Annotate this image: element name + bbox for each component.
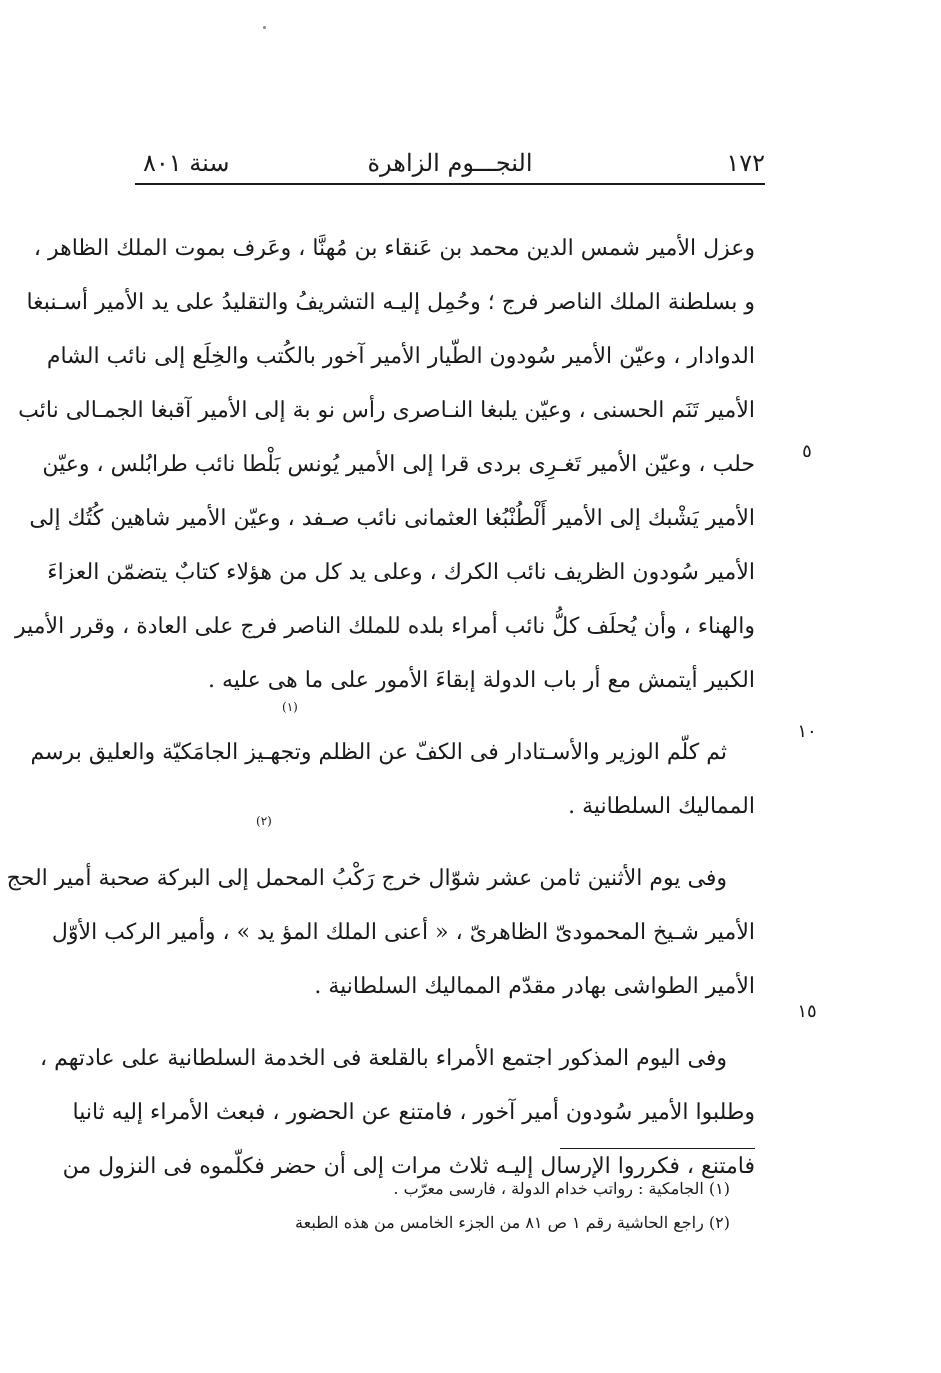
year-label: سنة ٨٠١ <box>143 149 230 177</box>
footnotes <box>295 1172 730 1240</box>
paragraph-4 <box>40 1032 755 1194</box>
text-line: وفى يوم الأثنين ثامن عشر شوّال خرج رَكْبُ المحمل إلى البركة صحبة أمير الحج <box>6 866 727 891</box>
text-line: وعزل الأمير شمس الدين محمد بن عَنقاء بن مُهنَّا ، وعَرف بموت الملك الظاهر ، <box>33 236 755 261</box>
text-line: فامتنع ، فكرروا الإرسال إليـه ثلاث مرات إلى أن حضر فكلّموه فى النزول من <box>62 1154 755 1179</box>
text-line: والهناء ، وأن يُحلَف كلُّ نائب أمراء بلده للملك الناصر فرج على العادة ، وقرر الأمير <box>15 614 755 639</box>
text-line: الأمير سُودون الظريف نائب الكرك ، وعلى يد كل من هؤلاء كتابٌ يتضمّن العزاءَ <box>47 560 755 585</box>
text-line: الدوادار ، وعيّن الأمير سُودون الطّيار الأمير آخور بالكُتب والخِلَع إلى نائب الشام <box>46 344 755 369</box>
running-header <box>135 148 765 184</box>
scan-speck <box>263 26 266 29</box>
line-number-15: ١٥ <box>797 1001 817 1022</box>
line-number-5: ٥ <box>802 441 812 462</box>
footnote-ref-1: (١) <box>282 700 298 714</box>
text-line: الأمير يَشْبك إلى الأمير أَلْطُنْبُغا العثمانى نائب صـفد ، وعيّن الأمير شاهين كُتُك إلى <box>29 506 755 531</box>
text-line: الأمير شـيخ المحمودىّ الظاهرىّ ، « أعنى الملك المؤ يد » ، وأمير الركب الأوّل <box>51 920 755 945</box>
text-line: المماليك السلطانية . <box>568 794 755 819</box>
text-line: ثم كلّم الوزير والأسـتادار فى الكفّ عن الظلم وتجهـيز الجامَكيّة والعليق برسم <box>30 740 727 765</box>
footnote-2: (٢) راجع الحاشية رقم ١ ص ٨١ من الجزء الخامس من هذه الطبعة <box>295 1213 730 1232</box>
text-line: وطلبوا الأمير سُودون أمير آخور ، فامتنع عن الحضور ، فبعث الأمراء إليه ثانيا <box>72 1100 755 1125</box>
body-text <box>6 222 755 1212</box>
text-line: الأمير تَنَم الحسنى ، وعيّن يلبغا النـاصرى رأس نو بة إلى الأمير آقبغا الجمـالى نائب <box>18 398 755 423</box>
footnote-rule <box>560 1148 755 1149</box>
text-line: الكبير أيتمش مع أر باب الدولة إبقاءَ الأمور على ما هى عليه . <box>207 668 755 693</box>
text-line: و بسلطنة الملك الناصر فرج ؛ وحُمِل إليـه التشريفُ والتقليدُ على يد الأمير أسـنبغا <box>26 290 755 315</box>
text-line: وفى اليوم المذكور اجتمع الأمراء بالقلعة فى الخدمة السلطانية على عادتهم ، <box>40 1046 727 1071</box>
footnote-ref-2: (٢) <box>256 814 272 828</box>
paragraph-1 <box>15 222 755 708</box>
header-rule <box>135 183 765 185</box>
footnote-1: (١) الجامكية : رواتب خدام الدولة ، فارسى معرّب . <box>393 1179 730 1198</box>
page-number: ١٧٢ <box>726 149 765 177</box>
book-title: النجـــوم الزاهرة <box>367 149 533 177</box>
paragraph-3 <box>6 852 755 1014</box>
line-number-10: ١٠ <box>797 721 817 742</box>
text-line: حلب ، وعيّن الأمير تَغـرِى بردى قرا إلى الأمير يُونس بَلْطا نائب طرابُلس ، وعيّن <box>42 452 755 477</box>
paragraph-2 <box>30 726 755 834</box>
text-line: الأمير الطواشى بهادر مقدّم المماليك السلطانية . <box>314 974 755 999</box>
